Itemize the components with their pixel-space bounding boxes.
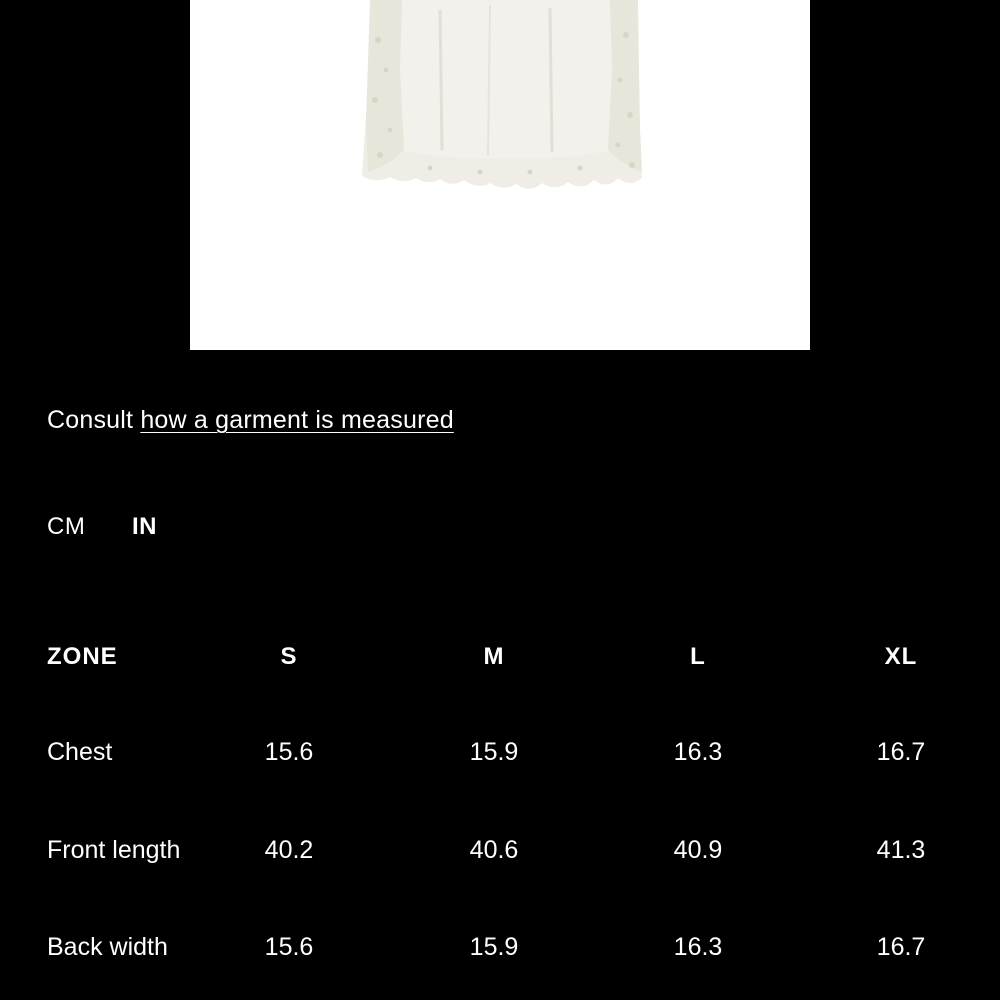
value-cell: 15.6 bbox=[264, 738, 314, 766]
value-cell: 40.2 bbox=[264, 836, 314, 864]
value-cell: 40.6 bbox=[469, 836, 519, 864]
header-size-l: L bbox=[690, 643, 706, 670]
product-image bbox=[190, 0, 810, 350]
zone-label: Back width bbox=[47, 933, 168, 961]
unit-toggle bbox=[47, 513, 157, 541]
value-cell: 15.6 bbox=[264, 933, 314, 961]
how-measured-link[interactable]: how a garment is measured bbox=[140, 406, 454, 434]
value-cell: 16.3 bbox=[673, 738, 723, 766]
consult-prefix: Consult bbox=[47, 406, 141, 434]
zone-label: Front length bbox=[47, 836, 181, 864]
garment-illustration bbox=[190, 0, 810, 350]
value-cell: 16.7 bbox=[876, 738, 926, 766]
value-cell: 15.9 bbox=[469, 738, 519, 766]
measurement-help-text bbox=[47, 406, 454, 435]
zone-label: Chest bbox=[47, 738, 113, 766]
header-zone: ZONE bbox=[47, 643, 118, 670]
value-cell: 15.9 bbox=[469, 933, 519, 961]
value-cell: 16.3 bbox=[673, 933, 723, 961]
value-cell: 41.3 bbox=[876, 836, 926, 864]
unit-cm-button[interactable]: CM bbox=[47, 513, 86, 540]
unit-in-button[interactable]: IN bbox=[132, 513, 157, 540]
value-cell: 16.7 bbox=[876, 933, 926, 961]
table-row bbox=[0, 933, 1000, 973]
header-size-xl: XL bbox=[884, 643, 918, 670]
header-size-m: M bbox=[483, 643, 505, 670]
header-size-s: S bbox=[280, 643, 298, 670]
table-row bbox=[0, 738, 1000, 778]
table-row bbox=[0, 836, 1000, 876]
value-cell: 40.9 bbox=[673, 836, 723, 864]
table-header-row bbox=[0, 643, 1000, 683]
